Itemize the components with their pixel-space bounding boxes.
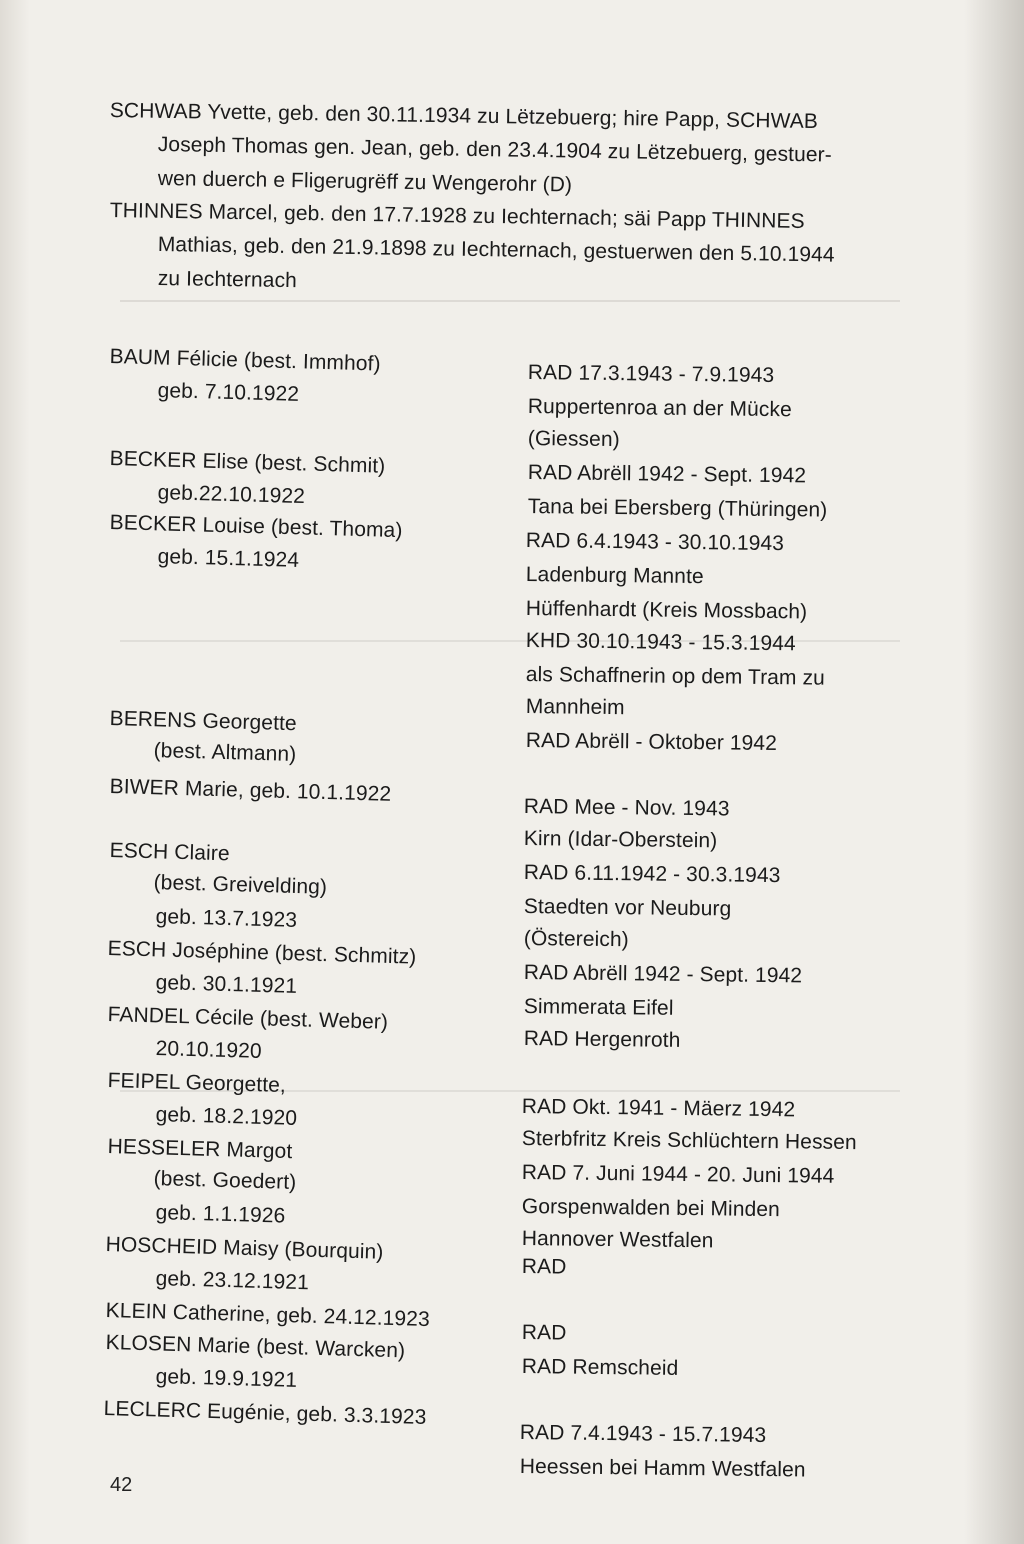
intro-line: THINNES Marcel, geb. den 17.7.1928 zu Iechternach; säi Papp THINNES	[109, 198, 805, 233]
person-birth: geb. 15.1.1924	[157, 544, 300, 572]
person-birth: geb. 23.12.1921	[155, 1266, 310, 1295]
service-line: (Giessen)	[527, 426, 620, 452]
person-name: HESSELER Margot	[107, 1134, 293, 1164]
person-birth: geb. 18.2.1920	[155, 1102, 298, 1130]
person-name: KLEIN Catherine, geb. 24.12.1923	[105, 1298, 431, 1332]
person-name: BERENS Georgette	[109, 706, 298, 736]
service-line: Ruppertenroa an der Mücke	[527, 394, 792, 422]
person-birth: geb.22.10.1922	[157, 480, 306, 509]
person-name: FANDEL Cécile (best. Weber)	[107, 1002, 389, 1034]
person-maiden: (best. Greivelding)	[153, 870, 328, 899]
person-birth: geb. 19.9.1921	[155, 1364, 298, 1392]
person-name: FEIPEL Georgette,	[107, 1068, 287, 1097]
service-line: RAD	[521, 1320, 567, 1345]
person-name: BECKER Louise (best. Thoma)	[109, 510, 403, 543]
service-line: RAD 7. Juni 1944 - 20. Juni 1944	[521, 1160, 835, 1188]
page-number: 42	[110, 1474, 133, 1496]
intro-line: zu Iechternach	[157, 266, 298, 293]
service-line: als Schaffnerin op dem Tram zu	[525, 662, 826, 690]
person-birth: geb. 30.1.1921	[155, 970, 298, 998]
service-line: RAD Abrëll 1942 - Sept. 1942	[523, 960, 803, 988]
page-shadow-left	[0, 0, 30, 1544]
person-name: HOSCHEID Maisy (Bourquin)	[105, 1232, 384, 1264]
service-line: RAD Hergenroth	[523, 1026, 681, 1052]
service-line: RAD Abrëll - Oktober 1942	[525, 728, 778, 756]
service-line: Mannheim	[525, 694, 625, 720]
intro-line: SCHWAB Yvette, geb. den 30.11.1934 zu Lëtzebuerg; hire Papp, SCHWAB	[109, 98, 819, 134]
service-line: Hannover Westfalen	[521, 1226, 714, 1253]
service-line: RAD Okt. 1941 - Mäerz 1942	[521, 1094, 796, 1122]
page-shadow-right	[964, 0, 1024, 1544]
service-line: Gorspenwalden bei Minden	[521, 1194, 781, 1222]
service-line: Ladenburg Mannte	[525, 562, 704, 589]
service-line: RAD 6.4.1943 - 30.10.1943	[525, 528, 785, 556]
service-line: RAD Mee - Nov. 1943	[523, 794, 730, 821]
intro-line: Joseph Thomas gen. Jean, geb. den 23.4.1904 zu Lëtzebuerg, gestuer-	[157, 132, 833, 167]
person-name: BECKER Elise (best. Schmit)	[109, 446, 386, 478]
service-line: RAD Remscheid	[521, 1354, 679, 1380]
person-name: BAUM Félicie (best. Immhof)	[109, 344, 381, 376]
service-line: (Östereich)	[523, 926, 629, 952]
person-birth: 20.10.1920	[155, 1036, 263, 1063]
service-line: Tana bei Ebersberg (Thüringen)	[527, 494, 828, 522]
intro-line: wen duerch e Fligerugrëff zu Wengerohr (D)	[157, 166, 573, 197]
person-name: LECLERC Eugénie, geb. 3.3.1923	[103, 1396, 427, 1430]
person-birth: geb. 7.10.1922	[157, 378, 300, 406]
service-line: RAD 6.11.1942 - 30.3.1943	[523, 860, 781, 888]
person-maiden: (best. Altmann)	[153, 738, 297, 766]
service-line: Kirn (Idar-Oberstein)	[523, 826, 718, 853]
person-name: ESCH Claire	[109, 838, 231, 866]
service-line: RAD 17.3.1943 - 7.9.1943	[527, 360, 775, 388]
service-line: KHD 30.10.1943 - 15.3.1944	[525, 628, 796, 656]
person-name: BIWER Marie, geb. 10.1.1922	[109, 774, 392, 806]
service-line: Hüffenhardt (Kreis Mossbach)	[525, 596, 808, 624]
service-line: Staedten vor Neuburg	[523, 894, 732, 921]
person-birth: geb. 13.7.1923	[155, 904, 298, 932]
service-line: Sterbfritz Kreis Schlüchtern Hessen	[521, 1126, 857, 1155]
person-name: ESCH Joséphine (best. Schmitz)	[107, 936, 417, 969]
intro-line: Mathias, geb. den 21.9.1898 zu Iechternach, gestuerwen den 5.10.1944	[157, 232, 835, 267]
service-line: Simmerata Eifel	[523, 994, 674, 1020]
person-maiden: (best. Goedert)	[153, 1166, 297, 1194]
service-line: RAD 7.4.1943 - 15.7.1943	[519, 1420, 767, 1448]
person-birth: geb. 1.1.1926	[155, 1200, 286, 1228]
service-line: RAD Abrëll 1942 - Sept. 1942	[527, 460, 807, 488]
person-name: KLOSEN Marie (best. Warcken)	[105, 1330, 406, 1363]
service-line: Heessen bei Hamm Westfalen	[519, 1454, 806, 1482]
service-line: RAD	[521, 1254, 567, 1279]
